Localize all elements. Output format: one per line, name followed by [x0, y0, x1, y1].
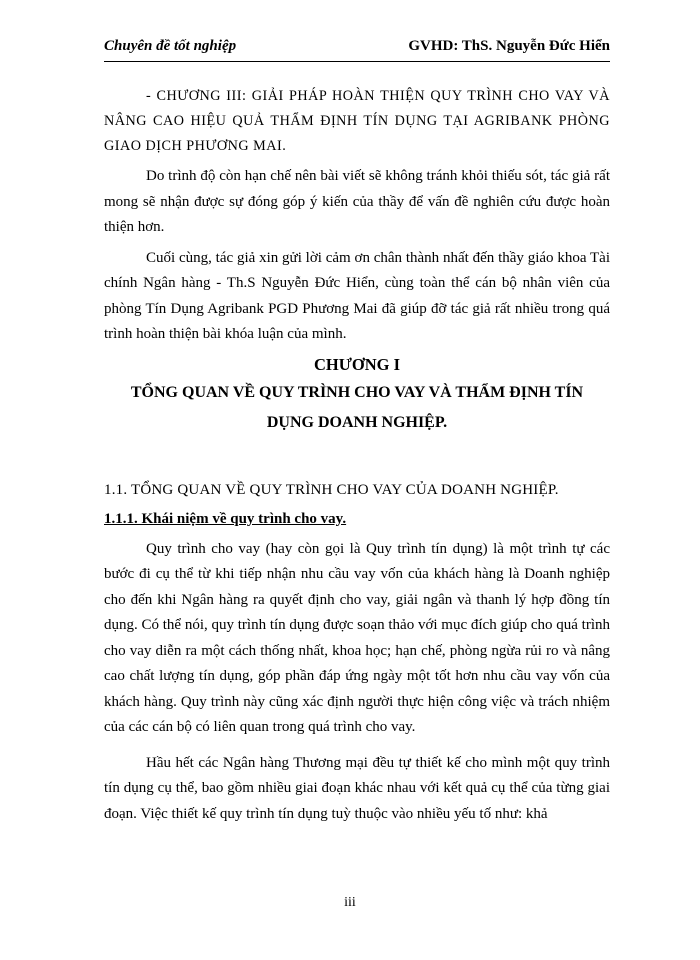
chapter-label: CHƯƠNG I: [313, 354, 400, 374]
page-number: iii: [344, 895, 356, 910]
chapter3-summary: - CHƯƠNG III: GIẢI PHÁP HOÀN THIỆN QUY TRÌNH CHO VAY VÀ NÂNG CAO HIỆU QUẢ THẨM ĐỊNH TÍN DỤNG TẠI AGRIBANK PHÒNG GIAO DỊCH PHƯƠNG MAI.: [104, 88, 610, 154]
page-body: [104, 84, 610, 827]
header-right-advisor: GVHD: ThS. Nguyễn Đức Hiển: [408, 38, 610, 54]
body-paragraph-2: Hầu hết các Ngân hàng Thương mại đều tự thiết kế cho mình một quy trình tín dụng cụ thể, bao gồm nhiều giai đoạn khác nhau với kết quả cụ thể của từng giai đoạn. Việc thiết kế quy trình tín dụng tuỳ thuộc vào nhiều yếu tố như: khả: [104, 754, 610, 822]
page-header: [104, 38, 610, 55]
header-divider: [104, 61, 610, 62]
section-heading-1-1: 1.1. TỔNG QUAN VỀ QUY TRÌNH CHO VAY CỦA DOANH NGHIỆP.: [104, 481, 559, 498]
body-paragraph-1: Quy trình cho vay (hay còn gọi là Quy trình tín dụng) là một trình tự các bước đi cụ thể từ khi tiếp nhận nhu cầu vay vốn của khách hàng là Doanh nghiệp cho đến khi Ngân hàng ra quyết định cho vay, giải ngân và thanh lý hợp đồng tín dụng. Có thể nói, quy trình tín dụng được soạn thảo với mục đích giúp cho quá trình cho vay diễn ra một cách thống nhất, khoa học; hạn chế, phòng ngừa rủi ro và nâng cao chất lượng tín dụng, góp phần đáp ứng ngày một tốt hơn nhu cầu vay vốn của khách hàng. Quy trình này cũng xác định người thực hiện công việc và trách nhiệm của các cán bộ có liên quan trong quá trình cho vay.: [104, 540, 611, 735]
intro-paragraph-1: Do trình độ còn hạn chế nên bài viết sẽ không tránh khỏi thiếu sót, tác giả rất mong sẽ nhận được sự đóng góp ý kiến của thầy để vấn đề nghiên cứu được hoàn thiện hơn.: [104, 168, 610, 235]
chapter-title: TỔNG QUAN VỀ QUY TRÌNH CHO VAY VÀ THẨM ĐỊNH TÍN DỤNG DOANH NGHIỆP.: [130, 383, 584, 431]
header-left-title: Chuyên đề tốt nghiệp: [104, 38, 237, 54]
subsection-heading-1-1-1: 1.1.1. Khái niệm về quy trình cho vay.: [104, 511, 347, 527]
intro-paragraph-2: Cuối cùng, tác giả xin gửi lời cảm ơn chân thành nhất đến thầy giáo khoa Tài chính Ngân hàng - Th.S Nguyễn Đức Hiển, cùng toàn thể cán bộ nhân viên của phòng Tín Dụng Agribank PGD Phương Mai đã giúp đỡ tác giả rất nhiều trong quá trình hoàn thiện bài khóa luận của mình.: [104, 249, 610, 342]
